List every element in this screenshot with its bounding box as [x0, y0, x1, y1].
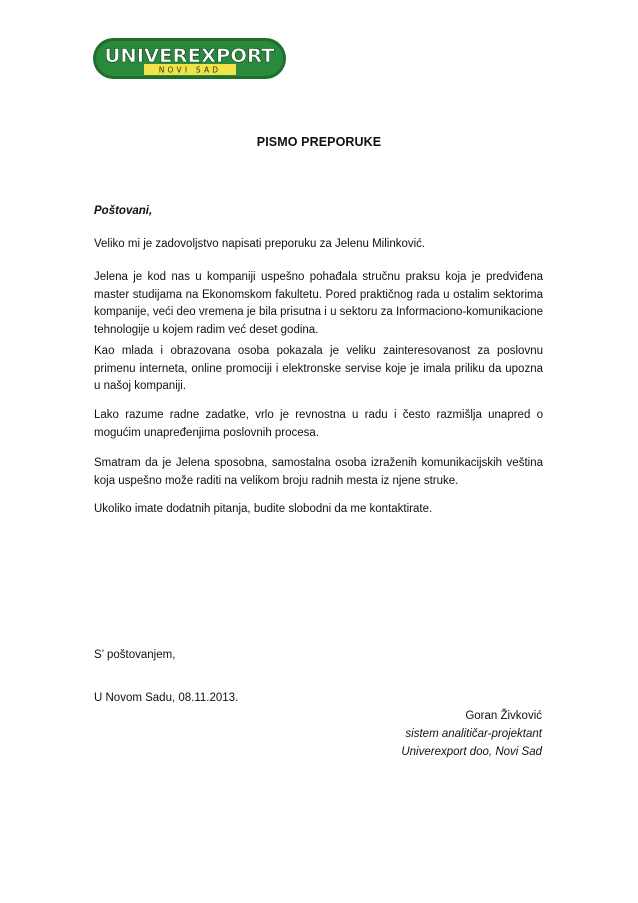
- univerexport-logo: [92, 37, 287, 80]
- paragraph-internship: Jelena je kod nas u kompaniji uspešno pohađala stručnu praksu koja je predviđena master studijama na Ekonomskom fakultetu. Pored praktičnog rada u ostalim sektorima kompanije, veći deo vremena je bila prisutna i u sektoru za Informaciono-komunikacione tehnologije u kojem radim već deset godina.: [94, 271, 543, 336]
- closing: S’ poštovanjem,: [94, 649, 176, 661]
- salutation: Poštovani,: [94, 205, 153, 217]
- paragraph-work-ethic: Lako razume radne zadatke, vrlo je revnostna u radu i često razmišlja unapred o mogućim unapređenjima poslovnih procesa.: [94, 409, 543, 439]
- signature-position: sistem analitičar-projektant: [405, 728, 542, 740]
- paragraph-interest: Kao mlada i obrazovana osoba pokazala je veliku zainteresovanost za poslovnu primenu interneta, online promociji i elektronske servise koje je imala priliku da upozna u našoj kompaniji.: [94, 345, 543, 393]
- letter-title: PISMO PREPORUKE: [256, 135, 382, 149]
- logo-city-text: NOVI SAD: [158, 65, 222, 75]
- place-date: U Novom Sadu, 08.11.2013.: [94, 692, 239, 704]
- paragraph-contact: Ukoliko imate dodatnih pitanja, budite slobodni da me kontaktirate.: [94, 503, 433, 515]
- signature-company: Univerexport doo, Novi Sad: [401, 746, 542, 758]
- signature-name: Goran Živković: [465, 710, 542, 722]
- paragraph-capabilities: Smatram da je Jelena sposobna, samostalna osoba izraženih komunikacijskih veština koja uspešno može raditi na velikom broju radnih mesta iz njene struke.: [94, 457, 543, 487]
- paragraph-intro: Veliko mi je zadovoljstvo napisati preporuku za Jelenu Milinković.: [94, 238, 426, 250]
- logo-brand-text: UNIVEREXPORT: [104, 45, 275, 67]
